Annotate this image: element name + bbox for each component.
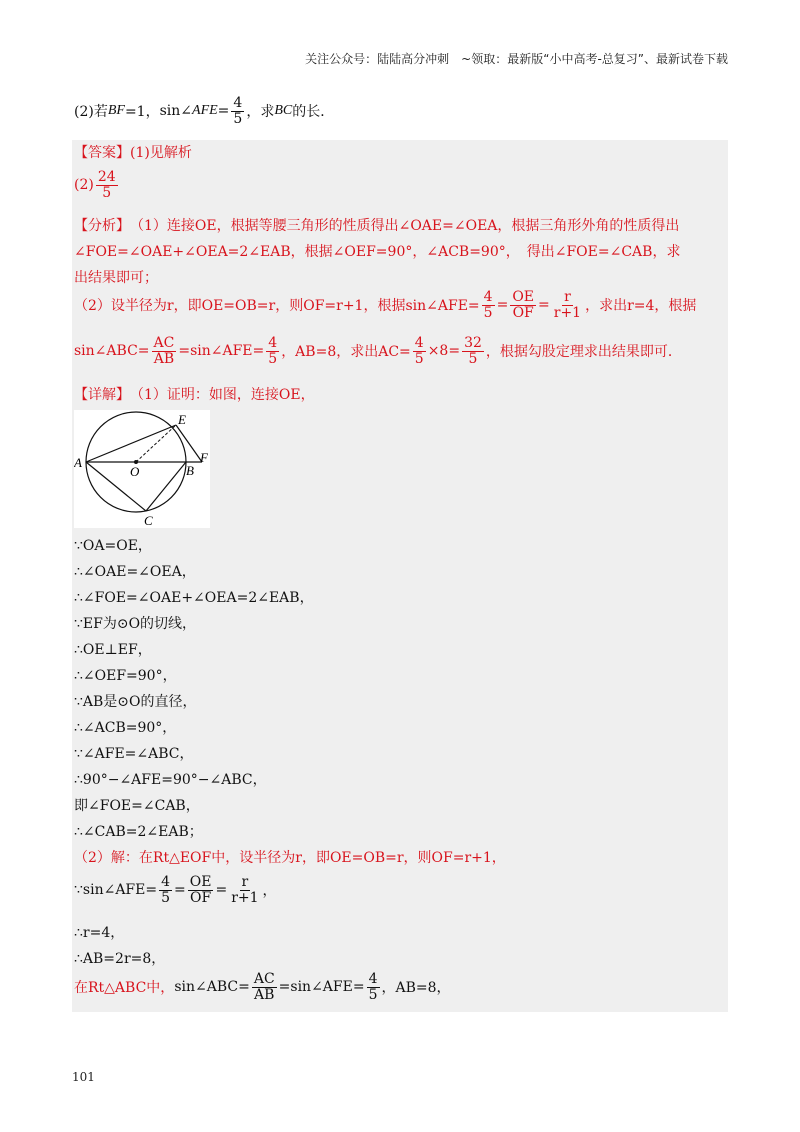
answer-denominator: 5 bbox=[102, 184, 112, 201]
analysis-l4-eq-1: = bbox=[496, 297, 509, 314]
p2-l5-text-b: sin∠ABC= bbox=[174, 979, 250, 996]
question-line bbox=[74, 96, 334, 126]
p2-l5-frac-2 bbox=[367, 972, 380, 1002]
analysis-l5-frac-2 bbox=[266, 336, 279, 366]
frac-num: r bbox=[564, 289, 571, 305]
answer-numerator: 24 bbox=[97, 169, 116, 185]
question-afe: AFE bbox=[192, 103, 218, 119]
question-bf: BF bbox=[107, 103, 125, 119]
part2-line-2 bbox=[74, 875, 277, 905]
detail-step: 即∠FOE=∠CAB， bbox=[74, 798, 200, 814]
analysis-line-5 bbox=[74, 336, 682, 366]
label-a: A bbox=[74, 455, 82, 470]
question-fraction bbox=[231, 96, 244, 126]
p2-l2-eq-1: = bbox=[174, 882, 186, 899]
p2-l2-end: ， bbox=[262, 883, 277, 900]
frac-den: 5 bbox=[161, 889, 171, 906]
frac-num: r bbox=[241, 874, 249, 890]
detail-step: ∵AB是⊙O的直径， bbox=[74, 694, 197, 710]
answer-line-1 bbox=[74, 142, 192, 162]
p2-l5-text-d: ，AB=8， bbox=[381, 980, 451, 997]
question-bc: BC bbox=[274, 103, 293, 119]
frac-num: 4 bbox=[414, 335, 424, 351]
frac-num: OE bbox=[512, 289, 535, 305]
analysis-label: 【分析】 bbox=[74, 218, 130, 234]
part2-line-4: ∴AB=2r=8， bbox=[74, 951, 166, 967]
p2-l2-frac-1 bbox=[159, 875, 172, 905]
analysis-text-2: ∠FOE=∠OAE+∠OEA=2∠EAB，根据∠OEF=90°，∠ACB=90°， 得出∠FOE=∠CAB，求 bbox=[74, 244, 681, 260]
detail-line-1 bbox=[74, 384, 315, 404]
page-header: 关注公众号：陆陆高分冲刺 ~领取：最新版“小中高考-总复习”、最新试卷下载 bbox=[305, 52, 728, 66]
frac-num: AC bbox=[253, 971, 275, 987]
frac-num: 32 bbox=[464, 335, 482, 351]
frac-num: 4 bbox=[268, 335, 278, 351]
label-c: C bbox=[144, 513, 153, 528]
question-prefix: (2)若 bbox=[74, 104, 108, 121]
question-eq: = bbox=[217, 103, 230, 120]
analysis-l4-text-b: ，求出r=4，根据 bbox=[585, 298, 697, 315]
line-ef bbox=[176, 425, 202, 462]
analysis-line-2 bbox=[74, 241, 680, 261]
line-ae bbox=[86, 425, 176, 462]
detail-step: ∴∠OEF=90°， bbox=[74, 668, 177, 684]
frac-den: AB bbox=[254, 986, 275, 1003]
detail-step: ∵∠AFE=∠ABC， bbox=[74, 746, 194, 762]
frac-den: 5 bbox=[483, 304, 493, 321]
line-oe bbox=[136, 425, 176, 462]
part2-line-5 bbox=[74, 972, 451, 1002]
p2-l5-frac-1 bbox=[252, 972, 277, 1002]
frac-num: 4 bbox=[368, 971, 378, 987]
answer-fraction bbox=[96, 170, 118, 200]
analysis-line-1 bbox=[74, 215, 679, 235]
detail-step: ∴OE⊥EF， bbox=[74, 642, 152, 658]
frac-num: OE bbox=[189, 874, 212, 890]
frac-den: r+1 bbox=[553, 304, 582, 321]
analysis-text-1: （1）连接OE，根据等腰三角形的性质得出∠OAE=∠OEA，根据三角形外角的性质得出 bbox=[130, 218, 680, 234]
solution-panel bbox=[72, 140, 728, 1012]
analysis-l4-frac-2 bbox=[510, 290, 536, 320]
circle-diagram bbox=[74, 410, 210, 528]
label-o: O bbox=[130, 464, 140, 479]
analysis-l4-text-a: （2）设半径为r，即OE=OB=r，则OF=r+1，根据sin∠AFE= bbox=[74, 298, 480, 315]
detail-step: ∵EF为⊙O的切线， bbox=[74, 616, 197, 632]
p2-l5-text-a: 在Rt△ABC中， bbox=[74, 980, 175, 997]
analysis-l5-text-e: ，根据勾股定理求出结果即可． bbox=[485, 344, 682, 361]
analysis-l4-frac-1 bbox=[482, 290, 495, 320]
frac-den: r+1 bbox=[231, 889, 259, 906]
geometry-figure bbox=[74, 410, 210, 528]
analysis-l5-frac-4 bbox=[462, 336, 484, 366]
detail-step: ∴∠FOE=∠OAE+∠OEA=2∠EAB， bbox=[74, 590, 314, 606]
frac-den: OF bbox=[512, 304, 534, 321]
question-sin: sin∠ bbox=[159, 103, 193, 120]
analysis-line-4 bbox=[74, 290, 696, 320]
question-bf-value: =1， bbox=[124, 104, 160, 121]
frac-den: AB bbox=[153, 350, 175, 367]
detail-step: ∴90°−∠AFE=90°−∠ABC， bbox=[74, 772, 267, 788]
analysis-l5-text-d: ×8= bbox=[427, 343, 461, 360]
frac-num: 4 bbox=[483, 289, 493, 305]
label-b: B bbox=[186, 463, 194, 478]
p2-l2-frac-3 bbox=[229, 875, 260, 905]
detail-intro: （1）证明：如图，连接OE， bbox=[130, 387, 315, 403]
answer-part2-prefix: (2) bbox=[74, 177, 94, 194]
analysis-l5-text-c: ，AB=8，求出AC= bbox=[281, 344, 411, 361]
label-e: E bbox=[178, 412, 186, 427]
part2-line-3: ∴r=4， bbox=[74, 925, 125, 941]
frac-num: AC bbox=[153, 335, 175, 351]
question-end: 的长． bbox=[292, 104, 335, 121]
p2-l2-eq-2: = bbox=[215, 882, 228, 899]
frac-den: 5 bbox=[268, 350, 278, 367]
frac-den: 5 bbox=[468, 350, 478, 367]
analysis-line-3 bbox=[74, 267, 158, 287]
analysis-text-3: 出结果即可； bbox=[74, 270, 158, 286]
p2-l2-frac-2 bbox=[188, 875, 214, 905]
question-suffix: ，求 bbox=[246, 104, 275, 121]
analysis-l5-frac-1 bbox=[152, 336, 177, 366]
p2-l2-text: ∵sin∠AFE= bbox=[74, 882, 158, 899]
part2-line-1: （2）解：在Rt△EOF中，设半径为r，即OE=OB=r，则OF=r+1， bbox=[74, 850, 506, 866]
detail-step: ∵OA=OE， bbox=[74, 538, 152, 554]
detail-step: ∴∠CAB=2∠EAB； bbox=[74, 824, 203, 840]
fraction-numerator: 4 bbox=[233, 95, 243, 111]
answer-label: 【答案】 bbox=[74, 145, 130, 161]
p2-l5-text-c: =sin∠AFE= bbox=[278, 979, 365, 996]
detail-step: ∴∠ACB=90°， bbox=[74, 720, 177, 736]
analysis-l5-text-b: =sin∠AFE= bbox=[178, 343, 265, 360]
label-f: F bbox=[200, 450, 208, 465]
analysis-l5-text-a: sin∠ABC= bbox=[74, 343, 150, 360]
frac-num: 4 bbox=[161, 874, 171, 890]
analysis-l4-frac-3 bbox=[552, 290, 583, 320]
frac-den: 5 bbox=[414, 350, 424, 367]
page-number: 101 bbox=[72, 1070, 95, 1084]
frac-den: 5 bbox=[368, 986, 378, 1003]
detail-label: 【详解】 bbox=[74, 387, 130, 403]
analysis-l5-frac-3 bbox=[413, 336, 426, 366]
analysis-l4-eq-2: = bbox=[538, 297, 550, 314]
answer-part1: (1)见解析 bbox=[130, 145, 192, 161]
frac-den: OF bbox=[190, 889, 212, 906]
fraction-denominator: 5 bbox=[233, 110, 243, 127]
answer-line-2 bbox=[74, 170, 120, 200]
detail-step: ∴∠OAE=∠OEA， bbox=[74, 564, 196, 580]
